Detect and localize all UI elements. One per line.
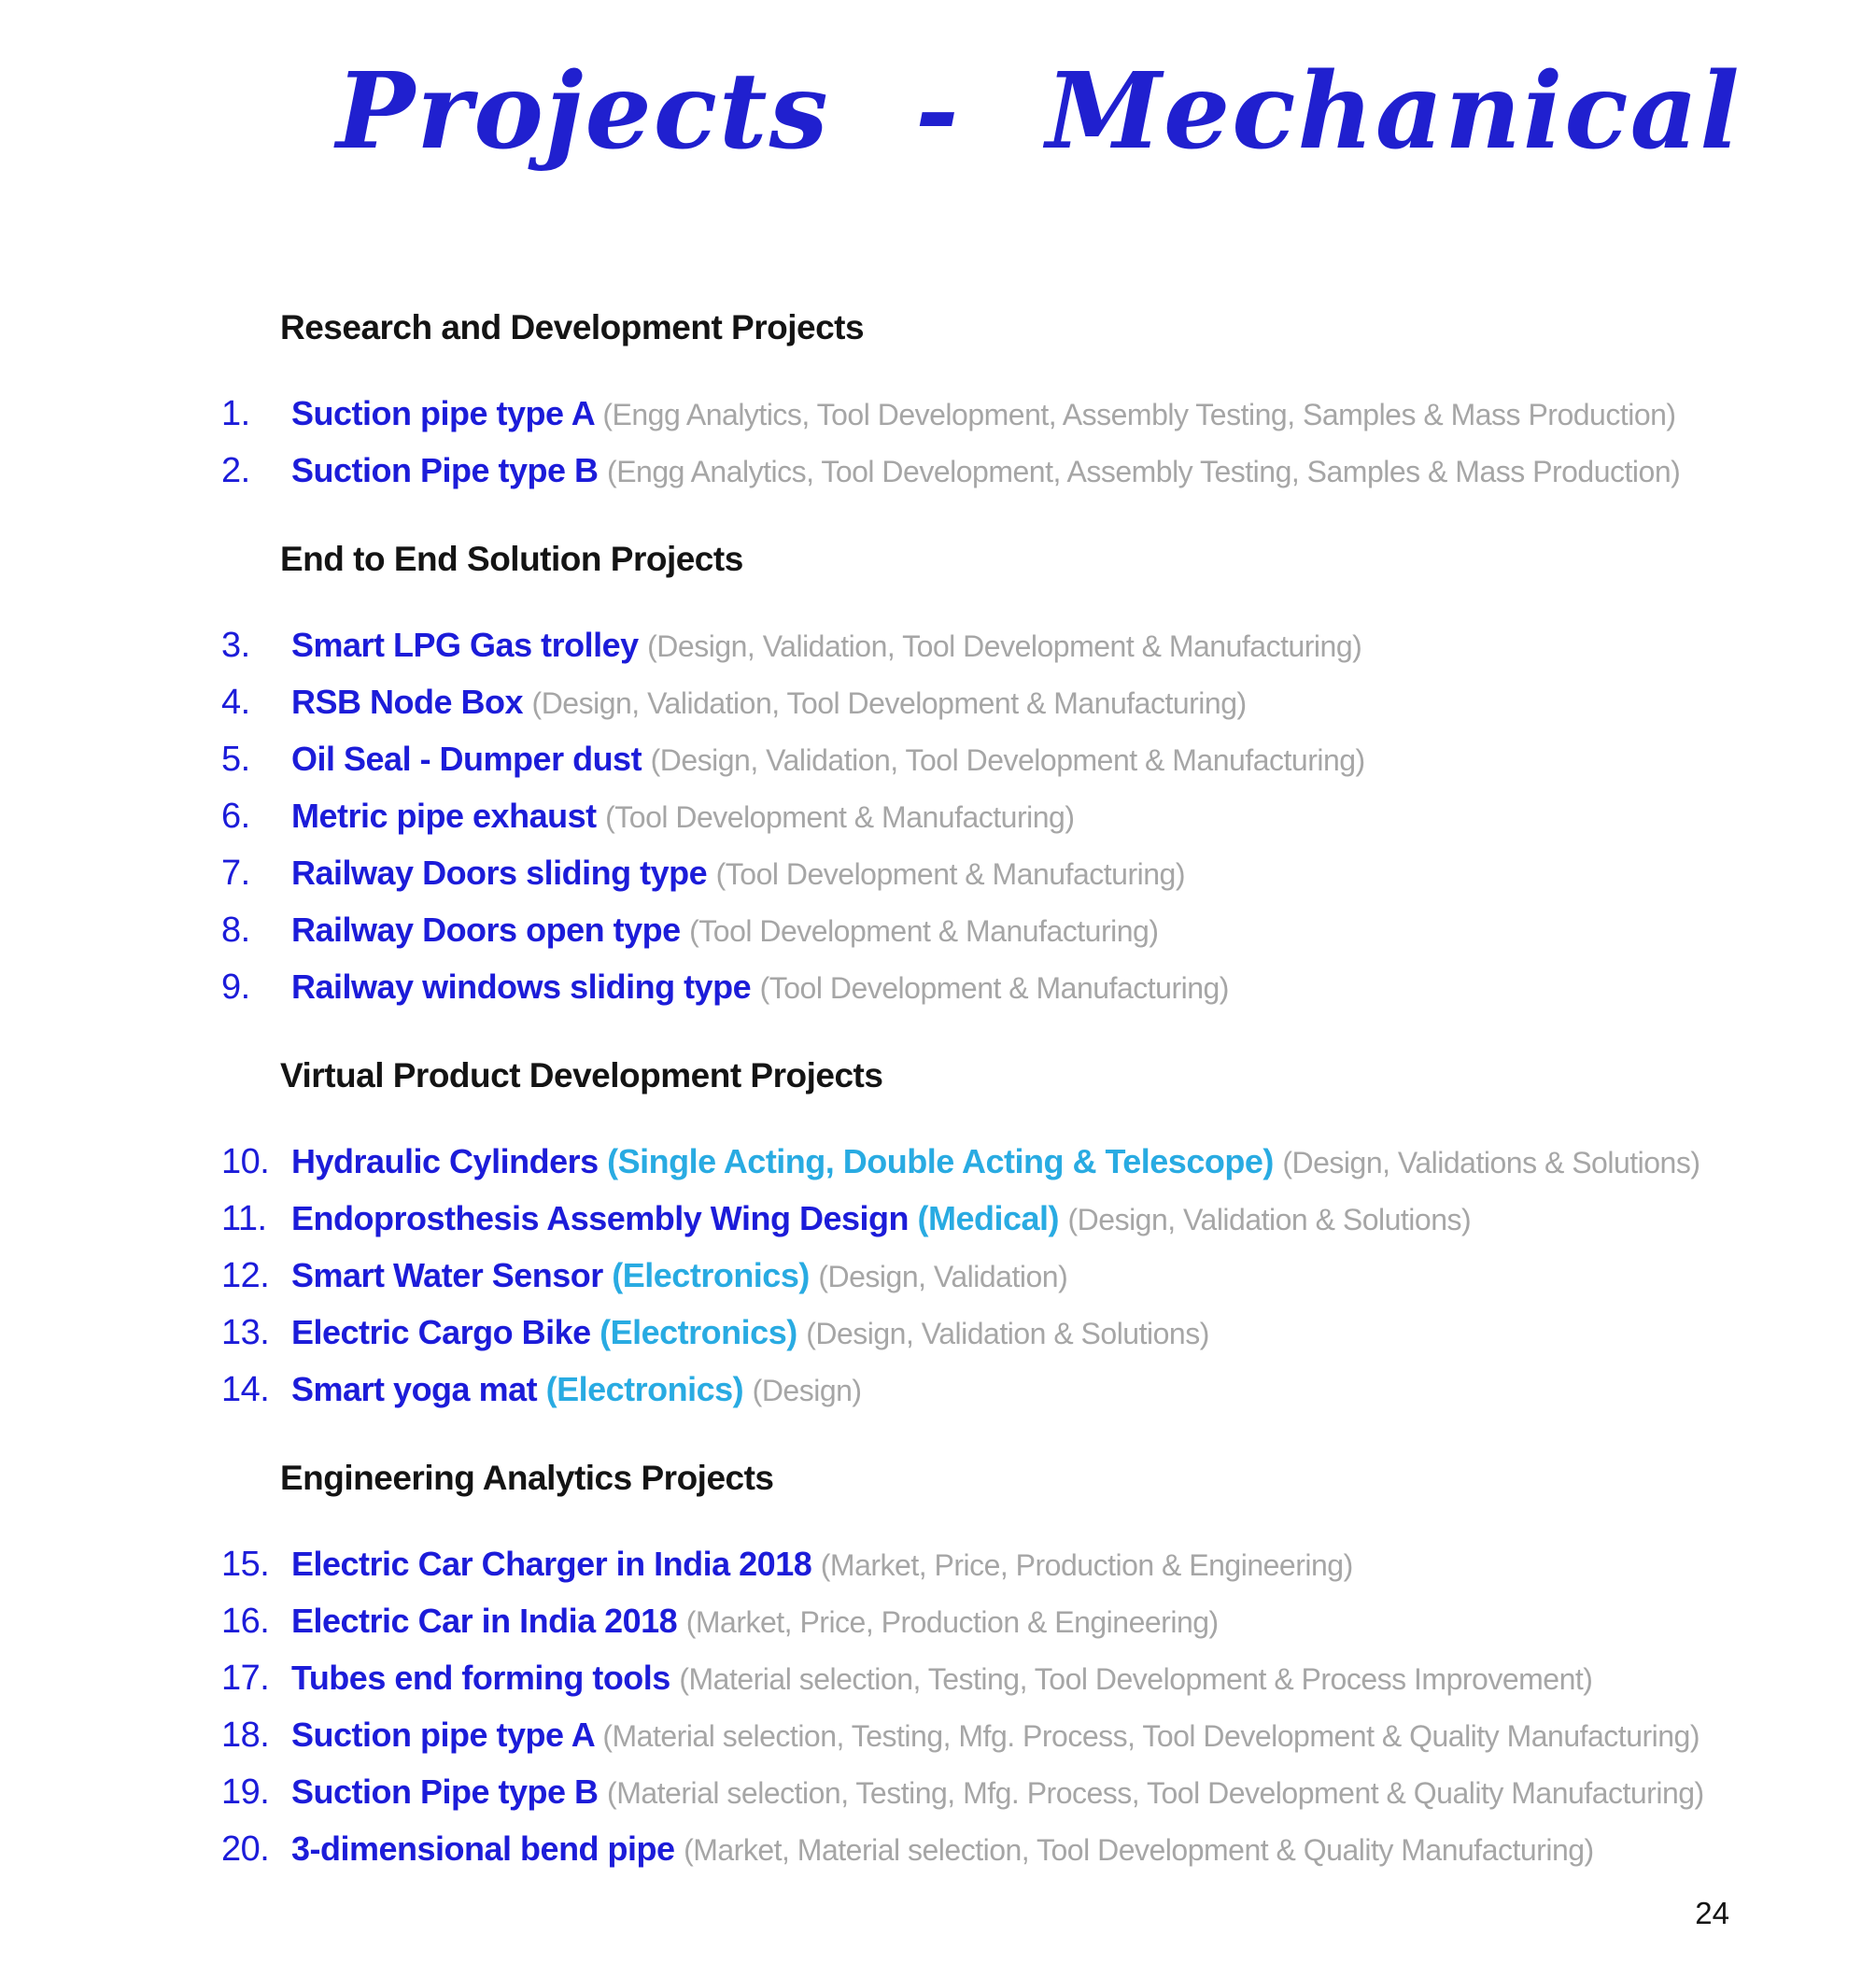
item-number: 12. [221,1256,270,1296]
item-description: (Market, Price, Production & Engineering) [820,1548,1353,1583]
project-item [221,791,1876,848]
item-number: 8. [221,911,250,951]
item-name: RSB Node Box [291,683,532,722]
item-tag: (Electronics) [545,1370,753,1409]
item-name: Electric Cargo Bike [291,1313,600,1352]
item-name: 3-dimensional bend pipe [291,1829,684,1869]
item-description: (Material selection, Testing, Mfg. Process, Tool Development & Quality Manufacturing) [607,1776,1704,1811]
project-section [221,1457,1876,1881]
project-item [221,962,1876,1019]
item-description: (Tool Development & Manufacturing) [689,914,1159,949]
project-sections [221,306,1876,1881]
project-item [221,1137,1876,1193]
section-heading: Virtual Product Development Projects [280,1056,883,1095]
project-list [221,1539,1876,1881]
item-name: Metric pipe exhaust [291,797,606,836]
item-number: 7. [221,854,250,894]
item-description: (Material selection, Testing, Tool Development & Process Improvement) [679,1662,1593,1697]
project-item [221,848,1876,905]
item-number: 14. [221,1370,270,1410]
item-number: 20. [221,1829,270,1870]
project-item [221,388,1876,445]
item-description: (Engg Analytics, Tool Development, Assembly Testing, Samples & Mass Production) [607,455,1681,489]
item-description: (Design, Validation, Tool Development & Manufacturing) [531,686,1247,721]
page-title: Projects - Mechanical [336,50,1742,173]
project-item [221,1193,1876,1250]
item-number: 6. [221,797,250,837]
item-number: 4. [221,683,250,723]
project-item [221,1824,1876,1881]
item-description: (Tool Development & Manufacturing) [759,971,1229,1006]
item-description: (Material selection, Testing, Mfg. Process, Tool Development & Quality Manufacturing) [602,1719,1700,1754]
item-number: 2. [221,451,250,491]
item-description: (Market, Price, Production & Engineering) [685,1605,1219,1640]
item-number: 19. [221,1772,270,1813]
item-description: (Design, Validations & Solutions) [1282,1146,1700,1180]
item-name: Railway Doors open type [291,911,690,950]
project-item [221,1250,1876,1307]
project-list [221,388,1876,502]
item-description: (Tool Development & Manufacturing) [605,800,1075,835]
item-description: (Design, Validation & Solutions) [806,1317,1209,1351]
item-name: Railway Doors sliding type [291,854,716,893]
project-item [221,1307,1876,1364]
item-description: (Market, Material selection, Tool Development & Quality Manufacturing) [684,1833,1594,1868]
project-item [221,734,1876,791]
item-name: Railway windows sliding type [291,967,760,1007]
item-number: 15. [221,1545,270,1585]
project-section [221,306,1876,502]
project-section [221,538,1876,1019]
item-name: Smart yoga mat [291,1370,546,1409]
item-number: 10. [221,1142,270,1182]
item-description: (Design, Validation) [818,1260,1068,1294]
item-number: 16. [221,1602,270,1642]
project-item [221,1710,1876,1767]
project-item [221,1653,1876,1710]
item-tag: (Electronics) [599,1313,807,1352]
item-number: 11. [221,1199,267,1239]
item-number: 1. [221,394,250,434]
item-name: Smart LPG Gas trolley [291,626,648,665]
item-description: (Design) [752,1374,862,1408]
item-number: 9. [221,967,250,1008]
page-number: 24 [1695,1896,1729,1930]
item-description: (Design, Validation & Solutions) [1067,1203,1472,1237]
item-name: Hydraulic Cylinders [291,1142,608,1181]
item-description: (Design, Validation, Tool Development & Manufacturing) [650,743,1365,778]
item-description: (Tool Development & Manufacturing) [715,857,1185,892]
project-item [221,1539,1876,1596]
section-heading: End to End Solution Projects [280,540,743,579]
item-tag: (Electronics) [612,1256,819,1295]
item-name: Suction pipe type A [291,394,603,433]
item-name: Suction Pipe type B [291,451,608,490]
item-number: 13. [221,1313,270,1353]
item-number: 3. [221,626,250,666]
project-section [221,1054,1876,1421]
item-number: 5. [221,740,250,780]
item-name: Tubes end forming tools [291,1659,680,1698]
project-item [221,905,1876,962]
project-item [221,677,1876,734]
item-description: (Engg Analytics, Tool Development, Assembly Testing, Samples & Mass Production) [602,398,1676,432]
item-name: Electric Car in India 2018 [291,1602,686,1641]
project-item [221,1596,1876,1653]
project-item [221,1767,1876,1824]
section-heading: Research and Development Projects [280,308,865,347]
item-name: Suction pipe type A [291,1716,603,1755]
project-list [221,1137,1876,1421]
item-name: Endoprosthesis Assembly Wing Design [291,1199,918,1238]
item-tag: (Single Acting, Double Acting & Telescope) [607,1142,1283,1181]
item-number: 18. [221,1716,270,1756]
item-number: 17. [221,1659,270,1699]
item-description: (Design, Validation, Tool Development & Manufacturing) [647,629,1362,664]
project-item [221,1364,1876,1421]
section-heading: Engineering Analytics Projects [280,1459,774,1498]
item-name: Smart Water Sensor [291,1256,613,1295]
project-item [221,445,1876,502]
project-list [221,620,1876,1019]
item-name: Suction Pipe type B [291,1772,608,1812]
item-tag: (Medical) [917,1199,1068,1238]
item-name: Oil Seal - Dumper dust [291,740,651,779]
item-name: Electric Car Charger in India 2018 [291,1545,821,1584]
project-item [221,620,1876,677]
